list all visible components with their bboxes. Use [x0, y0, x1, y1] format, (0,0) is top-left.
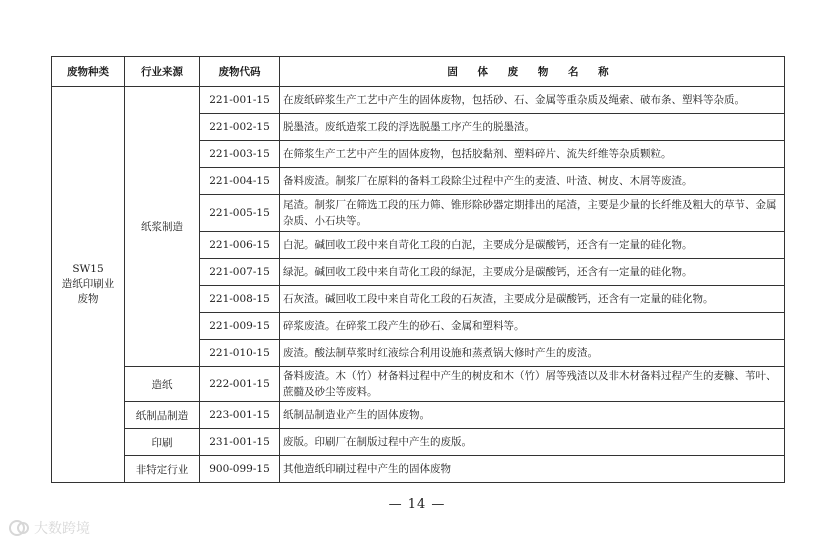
table-row [52, 402, 785, 429]
table-header-row [52, 57, 785, 87]
industry-paper: 造纸 [125, 367, 200, 402]
solid-waste-table [51, 56, 785, 483]
watermark-logo-icon [8, 519, 30, 537]
waste-code: 222-001-15 [200, 367, 280, 402]
waste-code: 221-006-15 [200, 232, 280, 259]
industry-nonspecific: 非特定行业 [125, 456, 200, 483]
waste-description: 脱墨渣。废纸造浆工段的浮选脱墨工序产生的脱墨渣。 [280, 114, 785, 141]
table-row [52, 456, 785, 483]
waste-description: 在筛浆生产工艺中产生的固体废物，包括胶黏剂、塑料碎片、流失纤维等杂质颗粒。 [280, 141, 785, 168]
waste-description: 备料废渣。木（竹）材备料过程中产生的树皮和木（竹）屑等残渣以及非木材备料过程产生的麦糠、苇叶、蔗髓及砂尘等废料。 [280, 367, 785, 402]
waste-description: 备料废渣。制浆厂在原料的备料工段除尘过程中产生的麦渣、叶渣、树皮、木屑等废渣。 [280, 168, 785, 195]
waste-description: 绿泥。碱回收工段中来自苛化工段的绿泥，主要成分是碳酸钙，还含有一定量的硅化物。 [280, 259, 785, 286]
watermark-text: 大数跨境 [34, 521, 90, 537]
watermark [8, 518, 90, 538]
waste-code: 221-010-15 [200, 340, 280, 367]
waste-code: 221-002-15 [200, 114, 280, 141]
waste-code: 221-004-15 [200, 168, 280, 195]
header-waste-category: 废物种类 [52, 57, 125, 87]
table-row [52, 429, 785, 456]
waste-description: 在废纸碎浆生产工艺中产生的固体废物，包括砂、石、金属等重杂质及绳索、破布条、塑料等杂质。 [280, 87, 785, 114]
category-name: 造纸印刷业 [61, 278, 115, 290]
waste-description: 白泥。碱回收工段中来自苛化工段的白泥，主要成分是碳酸钙，还含有一定量的硅化物。 [280, 232, 785, 259]
waste-code: 221-008-15 [200, 286, 280, 313]
page-number: — 14 — [388, 497, 446, 512]
table-row [52, 87, 785, 114]
waste-code: 221-007-15 [200, 259, 280, 286]
table-row [52, 367, 785, 402]
waste-code: 231-001-15 [200, 429, 280, 456]
waste-description: 废渣。酸法制草浆时红液综合利用设施和蒸煮锅大修时产生的废渣。 [280, 340, 785, 367]
waste-category-cell [52, 87, 125, 483]
waste-code: 223-001-15 [200, 402, 280, 429]
header-waste-name: 固 体 废 物 名 称 [280, 57, 785, 87]
waste-description: 碎浆废渣。在碎浆工段产生的砂石、金属和塑料等。 [280, 313, 785, 340]
waste-code: 221-009-15 [200, 313, 280, 340]
waste-code: 221-005-15 [200, 195, 280, 232]
waste-description: 废版。印刷厂在制版过程中产生的废版。 [280, 429, 785, 456]
industry-paper-products: 纸制品制造 [125, 402, 200, 429]
category-code: SW15 [72, 263, 104, 275]
header-industry-source: 行业来源 [125, 57, 200, 87]
waste-code: 221-001-15 [200, 87, 280, 114]
waste-code: 221-003-15 [200, 141, 280, 168]
industry-pulp: 纸浆制造 [125, 87, 200, 367]
waste-description: 其他造纸印刷过程中产生的固体废物 [280, 456, 785, 483]
waste-code: 900-099-15 [200, 456, 280, 483]
waste-description: 尾渣。制浆厂在筛选工段的压力筛、锥形除砂器定期排出的尾渣，主要是少量的长纤维及粗大的草节、金属杂质、小石块等。 [280, 195, 785, 232]
category-suffix: 废物 [77, 293, 99, 305]
waste-description: 石灰渣。碱回收工段中来自苛化工段的石灰渣，主要成分是碳酸钙，还含有一定量的硅化物。 [280, 286, 785, 313]
waste-description: 纸制品制造业产生的固体废物。 [280, 402, 785, 429]
industry-printing: 印刷 [125, 429, 200, 456]
header-waste-code: 废物代码 [200, 57, 280, 87]
